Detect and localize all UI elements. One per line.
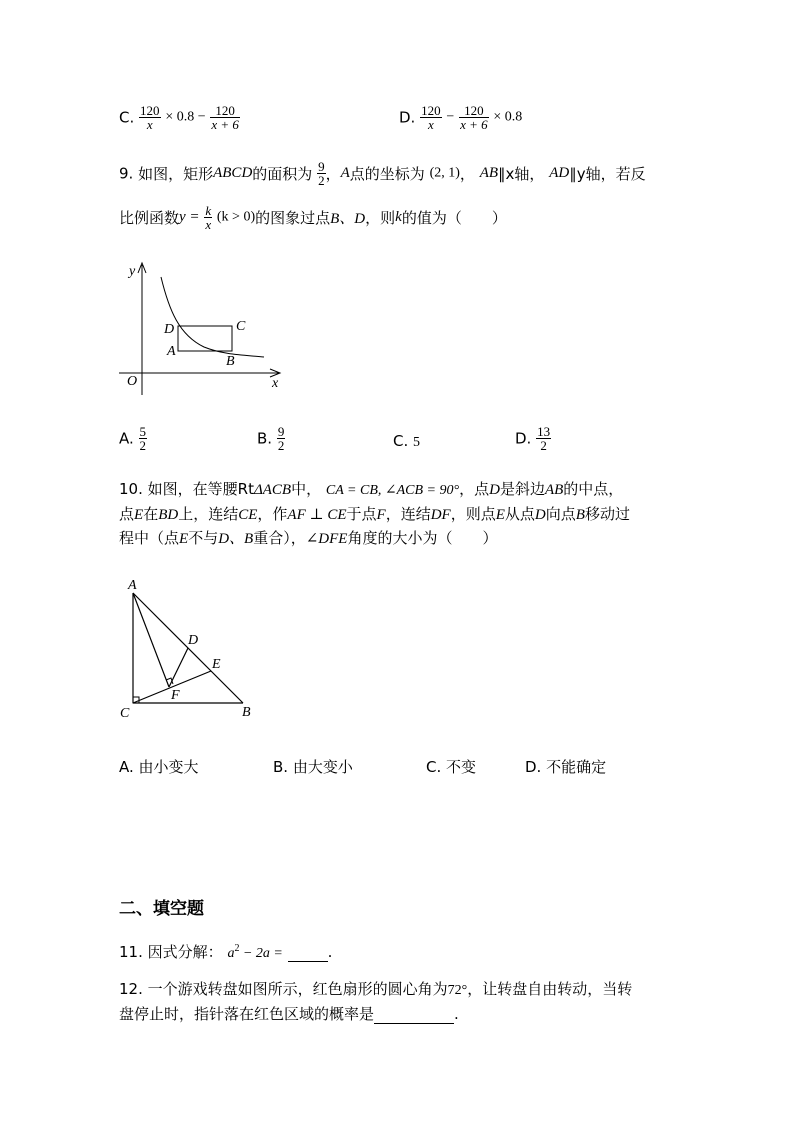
q9-figure	[114, 255, 294, 400]
q8-option-c-label: C.	[119, 108, 135, 127]
q10-figure	[114, 575, 264, 725]
q12-line-2: 盘停止时，指针落在红色区域的概率是 .	[119, 1005, 459, 1023]
q10-option-c: C. 不变	[426, 758, 477, 776]
q9-option-d: D. $\frac{13}{2}$	[515, 424, 551, 453]
q9-option-c: C. 5	[393, 432, 421, 450]
q10-label-b: B	[242, 705, 251, 720]
q10-label-f: F	[171, 688, 180, 703]
q8-option-d-label: D.	[399, 108, 416, 127]
q11: 11. 因式分解： $a^2 - 2a$ = .	[119, 943, 333, 961]
q10-label-e: E	[212, 657, 221, 672]
q10-line-2: 点E在BD上，连结CE，作AF ⊥ CE于点F，连结DF，则点E从点D向点B移动过	[119, 505, 630, 523]
q8-d-fraction-1: $\frac{120}{x}$	[421, 103, 441, 132]
q10-option-a: A. 由小变大	[119, 758, 199, 776]
q10-segment-af	[133, 593, 169, 687]
q9-line-1: 9. 如图，矩形ABCD的面积为 $\frac{9}{2}$ ，A点的坐标为 (2, 1)， AB∥x轴， AD∥y轴，若反	[119, 159, 646, 188]
q9-func-fraction: $\frac{k}{x}$	[205, 203, 212, 232]
q9-option-a: A. $\frac{5}{2}$	[119, 424, 147, 453]
q9-area-fraction: $\frac{9}{2}$	[318, 159, 325, 188]
q10-label-a: A	[128, 578, 137, 593]
q9-label-b: B	[226, 354, 235, 369]
q9-hyperbola	[161, 277, 264, 357]
q9-label-x: x	[272, 376, 279, 391]
q9-axes	[119, 263, 280, 395]
q10-label-d: D	[188, 633, 199, 648]
q10-option-b: B. 由大变小	[273, 758, 353, 776]
q9-label-d: D	[164, 322, 175, 337]
q9-label-a: A	[167, 344, 176, 359]
q8-c-fraction-2: $\frac{120}{x + 6}$	[211, 103, 239, 132]
q10-label-c: C	[120, 706, 130, 721]
q8-option-c: C. $\frac{120}{x}$ × 0.8 − $\frac{120}{x + 6}$	[119, 103, 239, 132]
q11-answer-blank[interactable]	[288, 943, 328, 962]
q10-line-1: 10. 如图，在等腰RtΔACB中， CA = CB, ∠ACB = 90°，点D是斜边AB的中点，	[119, 480, 624, 498]
q12-line-1: 12. 一个游戏转盘如图所示，红色扇形的圆心角为72°，让转盘自由转动，当转	[119, 980, 633, 998]
q9-label-o: O	[127, 374, 138, 389]
q10-option-d: D. 不能确定	[525, 758, 607, 776]
q9-label-y: y	[129, 264, 136, 279]
q8-d-fraction-2: $\frac{120}{x + 6}$	[460, 103, 488, 132]
q9-line-2: 比例函数y = $\frac{k}{x}$ (k > 0)的图象过点B、D，则k的值为（ ）	[119, 203, 507, 232]
q9-option-b: B. $\frac{9}{2}$	[257, 424, 285, 453]
q8-option-d: D. $\frac{120}{x}$ − $\frac{120}{x + 6}$ × 0.8	[399, 103, 523, 132]
q9-label-c: C	[236, 319, 246, 334]
q12-answer-blank[interactable]	[374, 1005, 454, 1024]
q8-c-fraction-1: $\frac{120}{x}$	[140, 103, 160, 132]
section-title-fill-in: 二、填空题	[119, 899, 204, 919]
q10-line-3: 程中（点E不与D、B重合），∠DFE角度的大小为（ ）	[119, 529, 498, 547]
